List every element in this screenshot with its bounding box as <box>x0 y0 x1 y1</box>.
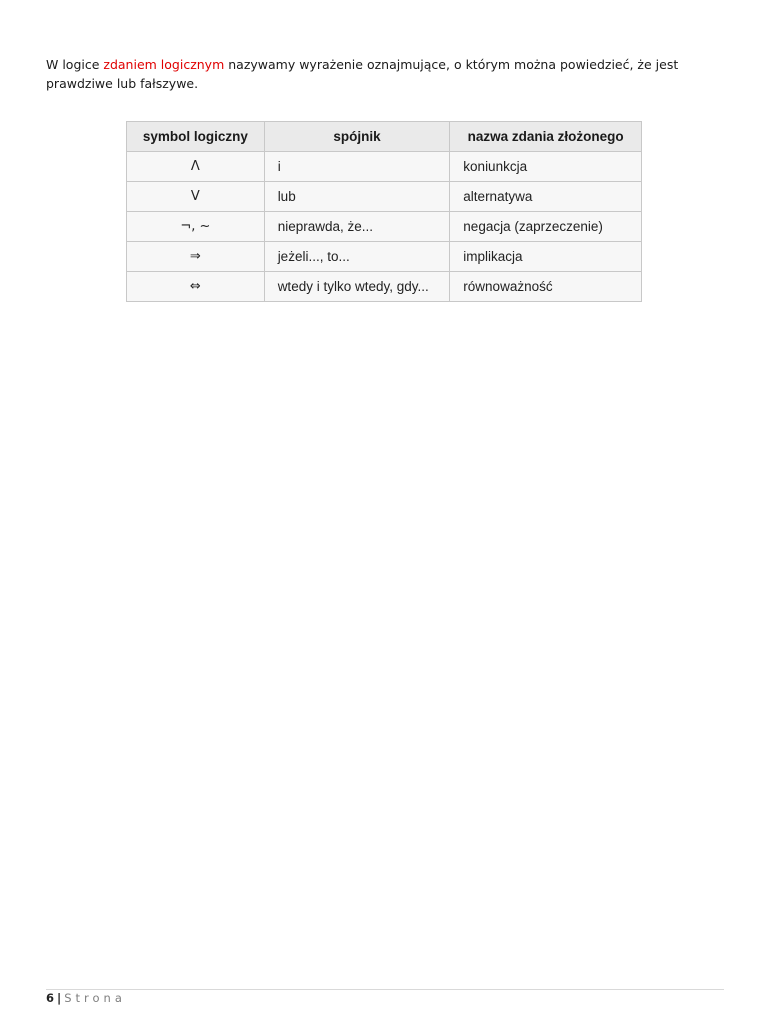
header-symbol: symbol logiczny <box>127 122 265 152</box>
connective-cell: lub <box>264 182 450 212</box>
table-row <box>127 152 642 182</box>
connective-cell: i <box>264 152 450 182</box>
name-cell: negacja (zaprzeczenie) <box>450 212 642 242</box>
intro-text-after: nazywamy wyrażenie oznajmujące, o którym można powiedzieć, że jest prawdziwe lub fałszywe. <box>46 56 679 91</box>
name-cell: alternatywa <box>450 182 642 212</box>
table-header-row <box>127 122 642 152</box>
symbol-cell: V <box>127 182 265 212</box>
table-row <box>127 212 642 242</box>
name-cell: implikacja <box>450 242 642 272</box>
intro-paragraph <box>46 55 726 93</box>
connective-cell: wtedy i tylko wtedy, gdy... <box>264 272 450 302</box>
symbol-cell: ⇒ <box>127 242 265 272</box>
symbol-cell: ¬, ~ <box>127 212 265 242</box>
name-cell: równoważność <box>450 272 642 302</box>
intro-text-before: W logice <box>46 56 104 72</box>
logic-connectives-table <box>126 121 642 302</box>
intro-highlighted-term: zdaniem logicznym <box>103 56 225 72</box>
header-compound-name: nazwa zdania złożonego <box>450 122 642 152</box>
symbol-cell: Λ <box>127 152 265 182</box>
page-footer <box>46 991 126 1005</box>
footer-divider <box>46 989 724 990</box>
symbol-cell: ⇔ <box>127 272 265 302</box>
table-row <box>127 272 642 302</box>
connective-cell: jeżeli..., to... <box>264 242 450 272</box>
table-row <box>127 242 642 272</box>
connective-cell: nieprawda, że... <box>264 212 450 242</box>
page-number: 6 <box>46 991 55 1005</box>
table-row <box>127 182 642 212</box>
footer-separator: | <box>57 991 62 1005</box>
footer-page-label: Strona <box>64 991 126 1005</box>
name-cell: koniunkcja <box>450 152 642 182</box>
header-connective: spójnik <box>264 122 450 152</box>
